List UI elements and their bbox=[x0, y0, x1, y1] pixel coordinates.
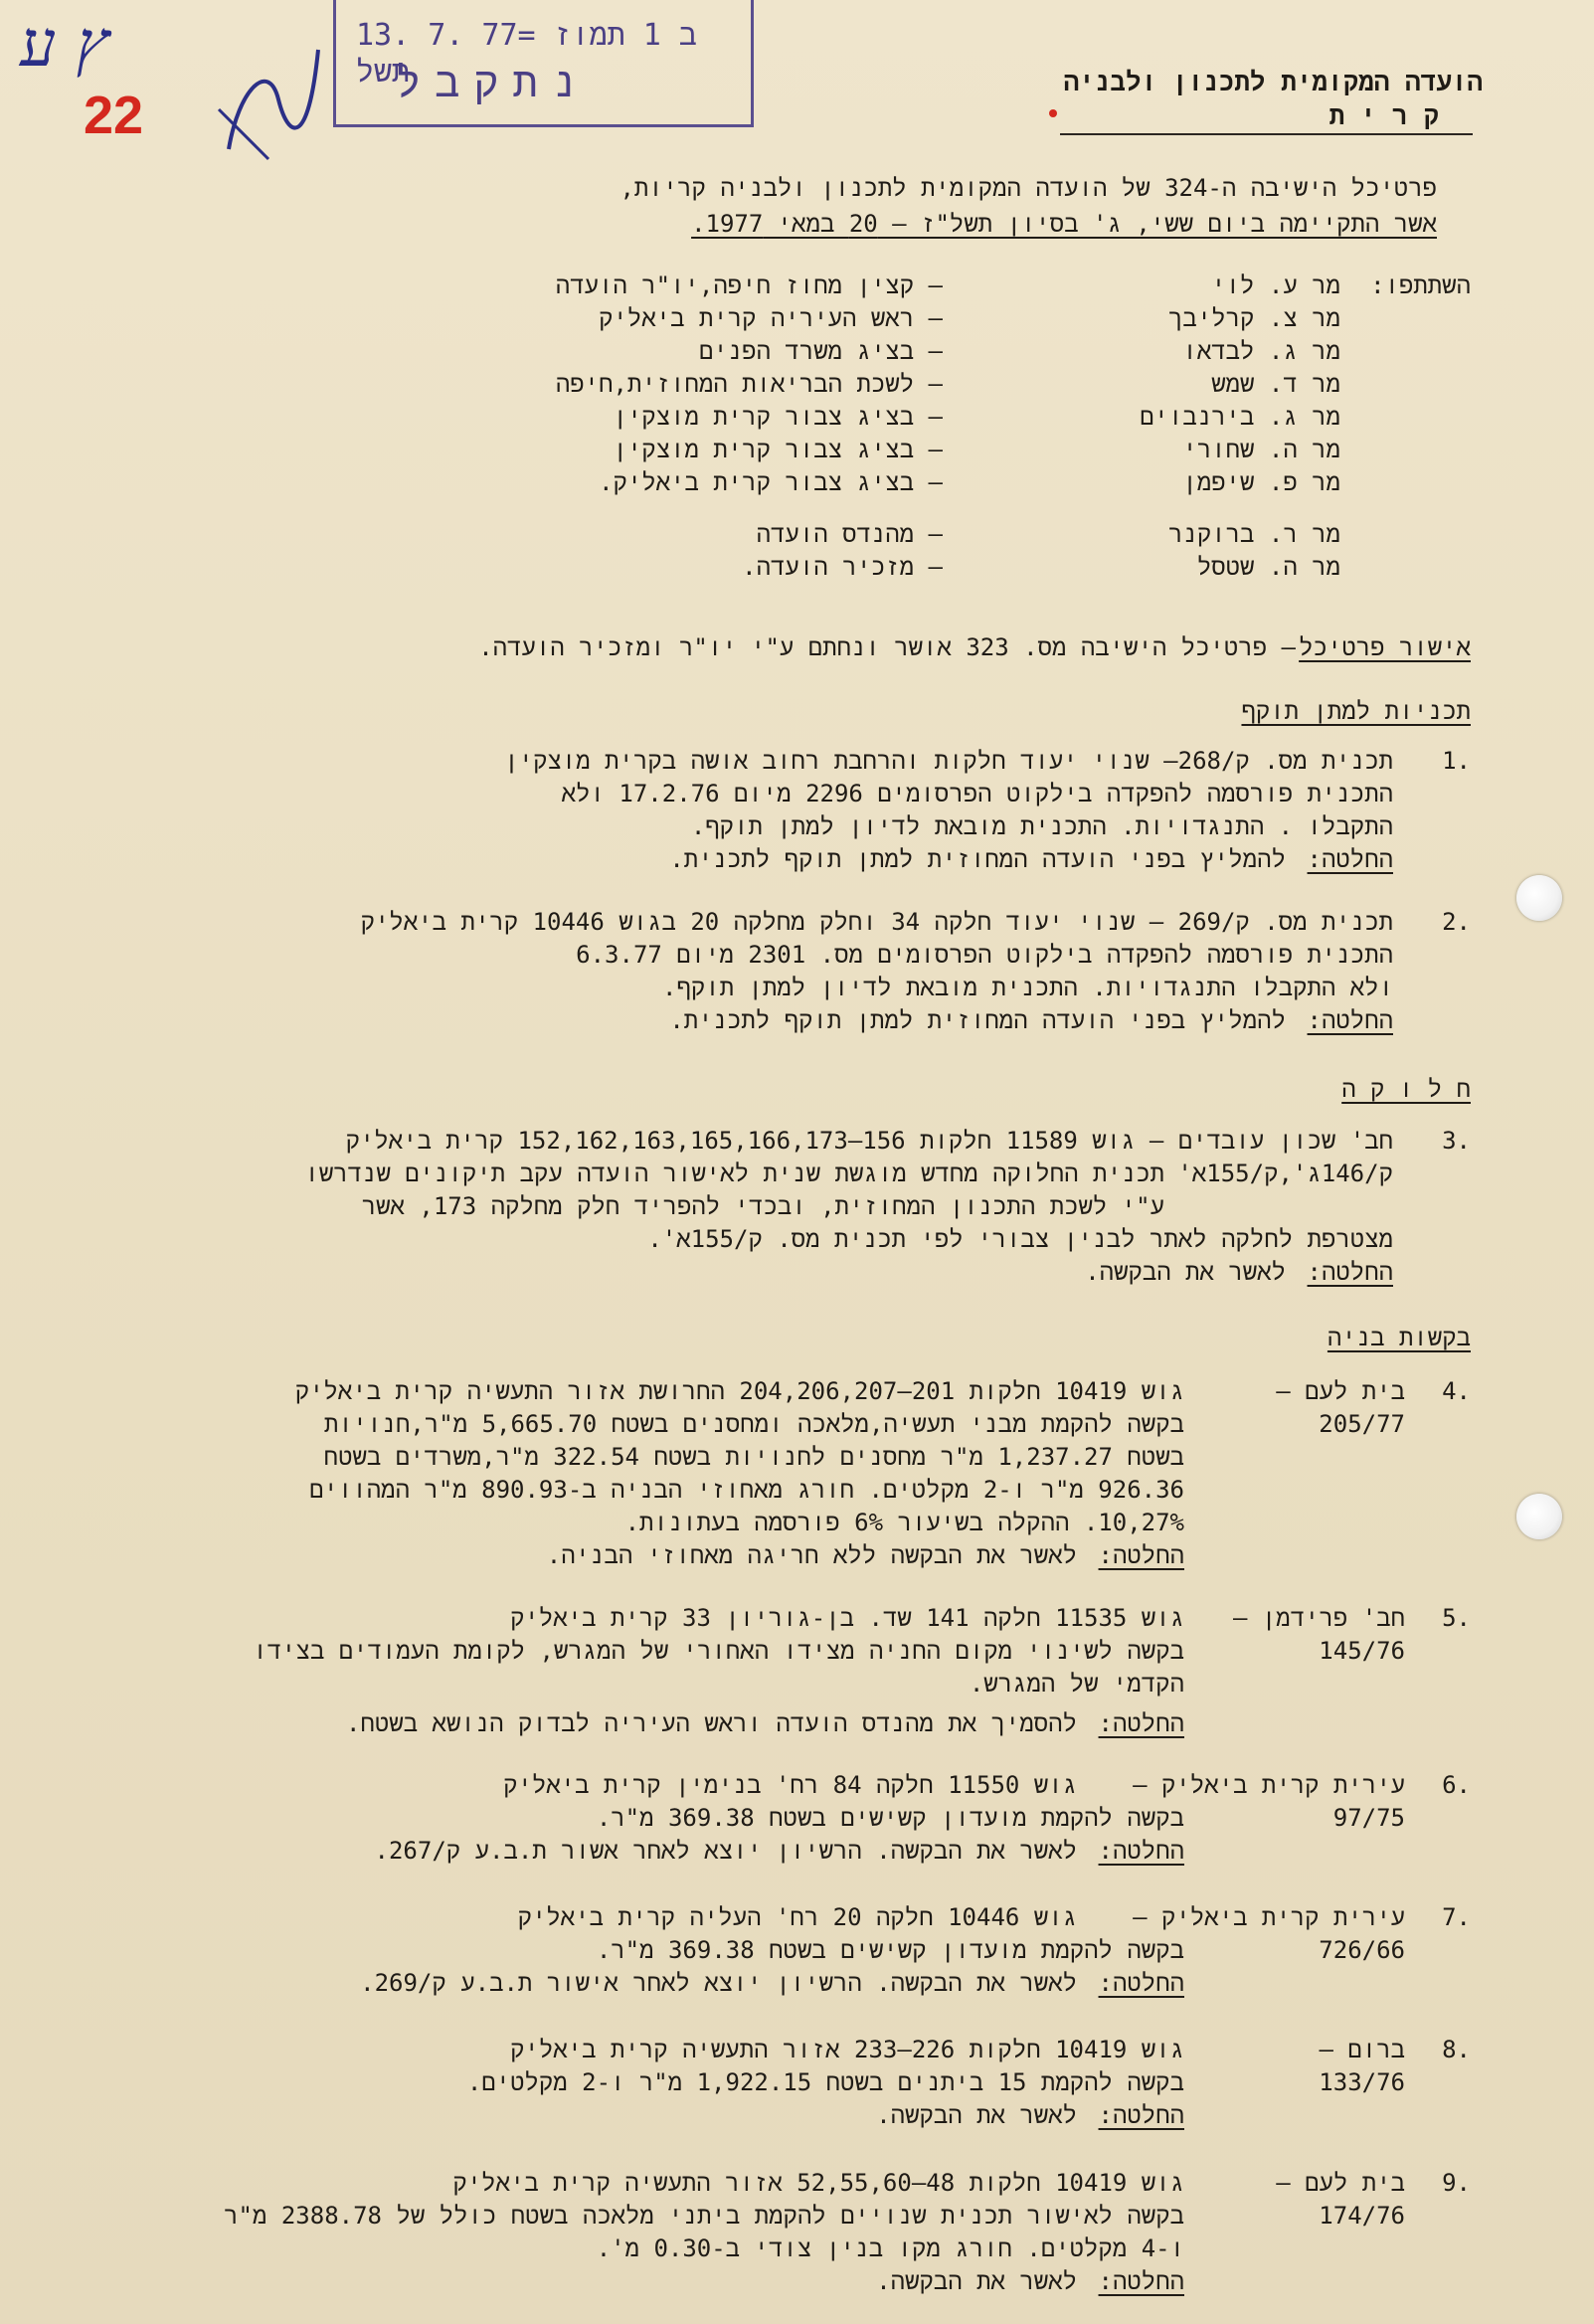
item-number: 8. bbox=[1442, 2036, 1471, 2063]
stamp-received: נתקבל bbox=[396, 58, 592, 106]
item-7-line-2: בקשה להקמת מועדון קשישים בשטח 369.38 מ"ר. bbox=[596, 1936, 1184, 1964]
item-1-line-2: התכנית פורסמה להפקדה בילקוט הפרסומים 2296 מיום 17.2.76 ולא bbox=[561, 780, 1393, 807]
participant-role: – בציג צבור קרית ביאליק. bbox=[599, 468, 943, 496]
participant-role: – מהנדס הועדה bbox=[756, 520, 943, 548]
participant-name: מר ג. לבדאו bbox=[1182, 337, 1340, 365]
participant-name: מר פ. שיפמן bbox=[1182, 468, 1340, 496]
decision-label: החלטה: bbox=[1098, 2101, 1184, 2129]
item-7-line-1: גוש 10446 חלקה 20 רח' העליה קרית ביאליק bbox=[517, 1903, 1077, 1931]
participants-label: השתתפו: bbox=[1370, 271, 1471, 299]
item-9-line-3: ו-4 מקלטים. חורג מקו בנין צודי ב-0.30 מ'. bbox=[596, 2235, 1184, 2262]
item-6-file: 97/75 bbox=[1332, 1804, 1405, 1832]
item-3-line-4: מצטרפת לחלקה לאתר לבנין צבורי לפי תכנית מס. ק/155א'. bbox=[647, 1225, 1393, 1253]
item-9-line-2: בקשה לאישור תכנית שנויים להקמת ביתני מלאכה בשטח כולל של 2388.78 מ"ר bbox=[224, 2202, 1184, 2230]
item-3-line-3: ע"י לשכת התכנון המחוזית, ובכדי להפריד חלק מחלקה 173, אשר bbox=[361, 1192, 1164, 1220]
header-rule bbox=[1060, 133, 1473, 135]
received-stamp bbox=[333, 0, 754, 127]
participant-name: מר ר. ברוקנר bbox=[1168, 520, 1340, 548]
participant-role: – מזכיר הועדה. bbox=[742, 553, 943, 581]
participant-role: – בציג צבור קרית מוצקין bbox=[613, 436, 943, 463]
participant-name: מר צ. קרליבך bbox=[1168, 304, 1340, 332]
item-number: 4. bbox=[1442, 1377, 1471, 1405]
punch-hole bbox=[1516, 875, 1562, 921]
item-5-decision: להסמיך את מהנדס הועדה וראש העיריה לבדוק הנושא בשטח. bbox=[346, 1709, 1077, 1737]
decision-label: החלטה: bbox=[1307, 1258, 1393, 1286]
item-8-applicant: ברום – bbox=[1319, 2036, 1405, 2063]
item-3-line-1: חב' שכון עובדים – גוש 11589 חלקות 156–152,162,163,165,166,173 קרית ביאליק bbox=[345, 1127, 1393, 1155]
item-8-file: 133/76 bbox=[1319, 2068, 1405, 2096]
participant-role: – לשכת הבריאות המחוזית,חיפה bbox=[555, 370, 943, 398]
item-6-line-2: בקשה להקמת מועדון קשישים בשטח 369.38 מ"ר. bbox=[596, 1804, 1184, 1832]
decision-label: החלטה: bbox=[1098, 1709, 1184, 1737]
participant-name: מר ג. בירנבוים bbox=[1140, 403, 1340, 431]
item-number: 9. bbox=[1442, 2169, 1471, 2197]
item-3-plans: ק/146ג',ק/155א' bbox=[1177, 1160, 1393, 1187]
red-dot bbox=[1049, 109, 1057, 117]
participant-name: מר ה. שטסל bbox=[1196, 553, 1340, 581]
item-7-applicant: עירית קרית ביאליק – bbox=[1133, 1903, 1405, 1931]
participant-name: מר ה. שחורי bbox=[1182, 436, 1340, 463]
item-5-line-3: הקדמי של המגרש. bbox=[969, 1670, 1184, 1698]
participant-role: – ראש העיריה קרית ביאליק bbox=[599, 304, 943, 332]
section-division: ח ל ו ק ה bbox=[1341, 1075, 1471, 1103]
item-2-decision: להמליץ בפני הועדה המחוזית למתן תוקף לתכנית. bbox=[669, 1006, 1286, 1034]
item-4-line-1: גוש 10419 חלקות 201–204,206,207 החרושת אזור התעשיה קרית ביאליק bbox=[294, 1377, 1184, 1405]
item-3-line-2: תכנית החלוקה מחדש מוגשת שנית לאישור הועדה עקב תיקונים שנדרשו bbox=[304, 1160, 1164, 1187]
section-plans: תכניות למתן תוקף bbox=[1241, 697, 1471, 725]
item-1-line-1: תכנית מס. ק/268– שנוי יעוד חלקות והרחבת רחוב אושה בקרית מוצקין bbox=[504, 747, 1393, 775]
item-number: 5. bbox=[1442, 1604, 1471, 1632]
item-7-file: 726/66 bbox=[1319, 1936, 1405, 1964]
item-9-line-1: גוש 10419 חלקות 48–52,55,60 אזור התעשיה קרית ביאליק bbox=[452, 2169, 1184, 2197]
participant-name: מר ע. לוי bbox=[1211, 271, 1340, 299]
item-4-line-4: 926.36 מ"ר ו-2 מקלטים. חורג מאחוזי הבניה ב-890.93 מ"ר המהווים bbox=[309, 1476, 1184, 1504]
item-4-decision: לאשר את הבקשה ללא חריגה מאחוזי הבניה. bbox=[546, 1541, 1077, 1569]
item-number: 7. bbox=[1442, 1903, 1471, 1931]
item-8-decision: לאשר את הבקשה. bbox=[876, 2101, 1077, 2129]
approval-text: – פרטיכל הישיבה מס. 323 אושר ונחתם ע"י יו"ר ומזכיר הועדה. bbox=[478, 633, 1296, 661]
page-number: 22 bbox=[84, 86, 144, 145]
item-number: 6. bbox=[1442, 1771, 1471, 1799]
item-1-line-3: התקבלו . התנגדויות. התכנית מובאת לדיון למתן תוקף. bbox=[690, 812, 1393, 840]
decision-label: החלטה: bbox=[1098, 1837, 1184, 1865]
item-4-line-5: 10,27%. ההקלה בשיעור 6% פורסמה בעתונות. bbox=[624, 1509, 1184, 1536]
item-6-decision: לאשר את הבקשה. הרשיון יוצא לאחר אשור ת.ב.ע ק/267. bbox=[374, 1837, 1077, 1865]
item-5-line-2: בקשה לשינוי מקום החניה מצידו האחורי של המגרש, לקומת העמודים בצידו bbox=[253, 1637, 1184, 1665]
decision-label: החלטה: bbox=[1307, 845, 1393, 873]
item-5-file: 145/76 bbox=[1319, 1637, 1405, 1665]
committee-city: קרית bbox=[1328, 101, 1455, 131]
item-2-line-3: ולא התקבלו התנגדויות. התכנית מובאת לדיון למתן תוקף. bbox=[662, 974, 1393, 1001]
item-6-applicant: עירית קרית ביאליק – bbox=[1133, 1771, 1405, 1799]
handwritten-note: ץ ע bbox=[20, 8, 109, 82]
item-2-line-2: התכנית פורסמה להפקדה בילקוט הפרסומים מס. 2301 מיום 6.3.77 bbox=[576, 941, 1393, 969]
item-8-line-2: בקשה להקמת 15 ביתנים בשטח 1,922.15 מ"ר ו-2 מקלטים. bbox=[466, 2068, 1184, 2096]
item-4-applicant: בית לעם – bbox=[1276, 1377, 1405, 1405]
decision-label: החלטה: bbox=[1098, 2267, 1184, 2295]
decision-label: החלטה: bbox=[1307, 1006, 1393, 1034]
item-6-line-1: גוש 11550 חלקה 84 רח' בנימין קרית ביאליק bbox=[503, 1771, 1077, 1799]
title-line-2: אשר התקיימה ביום ששי, ג' בסיון תשל"ז – 20 במאי 1977. bbox=[691, 210, 1437, 238]
item-7-decision: לאשר את הבקשה. הרשיון יוצא לאחר אישור ת.ב.ע ק/269. bbox=[360, 1969, 1077, 1997]
item-3-decision: לאשר את הבקשה. bbox=[1085, 1258, 1286, 1286]
decision-label: החלטה: bbox=[1098, 1541, 1184, 1569]
item-number: 1. bbox=[1442, 747, 1471, 775]
punch-hole bbox=[1516, 1494, 1562, 1539]
decision-label: החלטה: bbox=[1098, 1969, 1184, 1997]
item-number: 3. bbox=[1442, 1127, 1471, 1155]
item-5-applicant: חב' פרידמן – bbox=[1232, 1604, 1405, 1632]
approval-label: אישור פרטיכל bbox=[1299, 633, 1471, 661]
item-1-decision: להמליץ בפני הועדה המחוזית למתן תוקף לתכנית. bbox=[669, 845, 1286, 873]
title-line-1: פרטיכל הישיבה ה-324 של הועדה המקומית לתכנון ולבניה קריות, bbox=[620, 174, 1437, 202]
stamp-date: 13. 7. 77= ב 1 תמוז תשל bbox=[356, 18, 697, 89]
committee-name: הועדה המקומית לתכנון ולבניה bbox=[1063, 68, 1483, 97]
participant-role: – בציג צבור קרית מוצקין bbox=[613, 403, 943, 431]
item-8-line-1: גוש 10419 חלקות 226–233 אזור התעשיה קרית ביאליק bbox=[510, 2036, 1184, 2063]
item-number: 2. bbox=[1442, 908, 1471, 936]
participant-name: מר ד. שמש bbox=[1211, 370, 1340, 398]
item-9-decision: לאשר את הבקשה. bbox=[876, 2267, 1077, 2295]
item-4-line-2: בקשה להקמת מבני תעשיה,מלאכה ומחסנים בשטח 5,665.70 מ"ר,חנויות bbox=[324, 1410, 1184, 1438]
participant-role: – בציג משרד הפנים bbox=[698, 337, 943, 365]
handwritten-signature bbox=[209, 30, 328, 169]
item-5-line-1: גוש 11535 חלקה 141 שד. בן-גוריון 33 קרית ביאליק bbox=[510, 1604, 1184, 1632]
item-9-file: 174/76 bbox=[1319, 2202, 1405, 2230]
item-2-line-1: תכנית מס. ק/269 – שנוי יעוד חלקה 34 וחלק מחלקה 20 בגוש 10446 קרית ביאליק bbox=[360, 908, 1393, 936]
item-9-applicant: בית לעם – bbox=[1276, 2169, 1405, 2197]
item-4-file: 205/77 bbox=[1319, 1410, 1405, 1438]
section-permits: בקשות בניה bbox=[1327, 1324, 1471, 1351]
item-4-line-3: בשטח 1,237.27 מ"ר מחסנים לחנויות בשטח 322.54 מ"ר,משרדים בשטח bbox=[323, 1443, 1184, 1471]
participant-role: – קצין מחוז חיפה,יו"ר הועדה bbox=[555, 271, 943, 299]
